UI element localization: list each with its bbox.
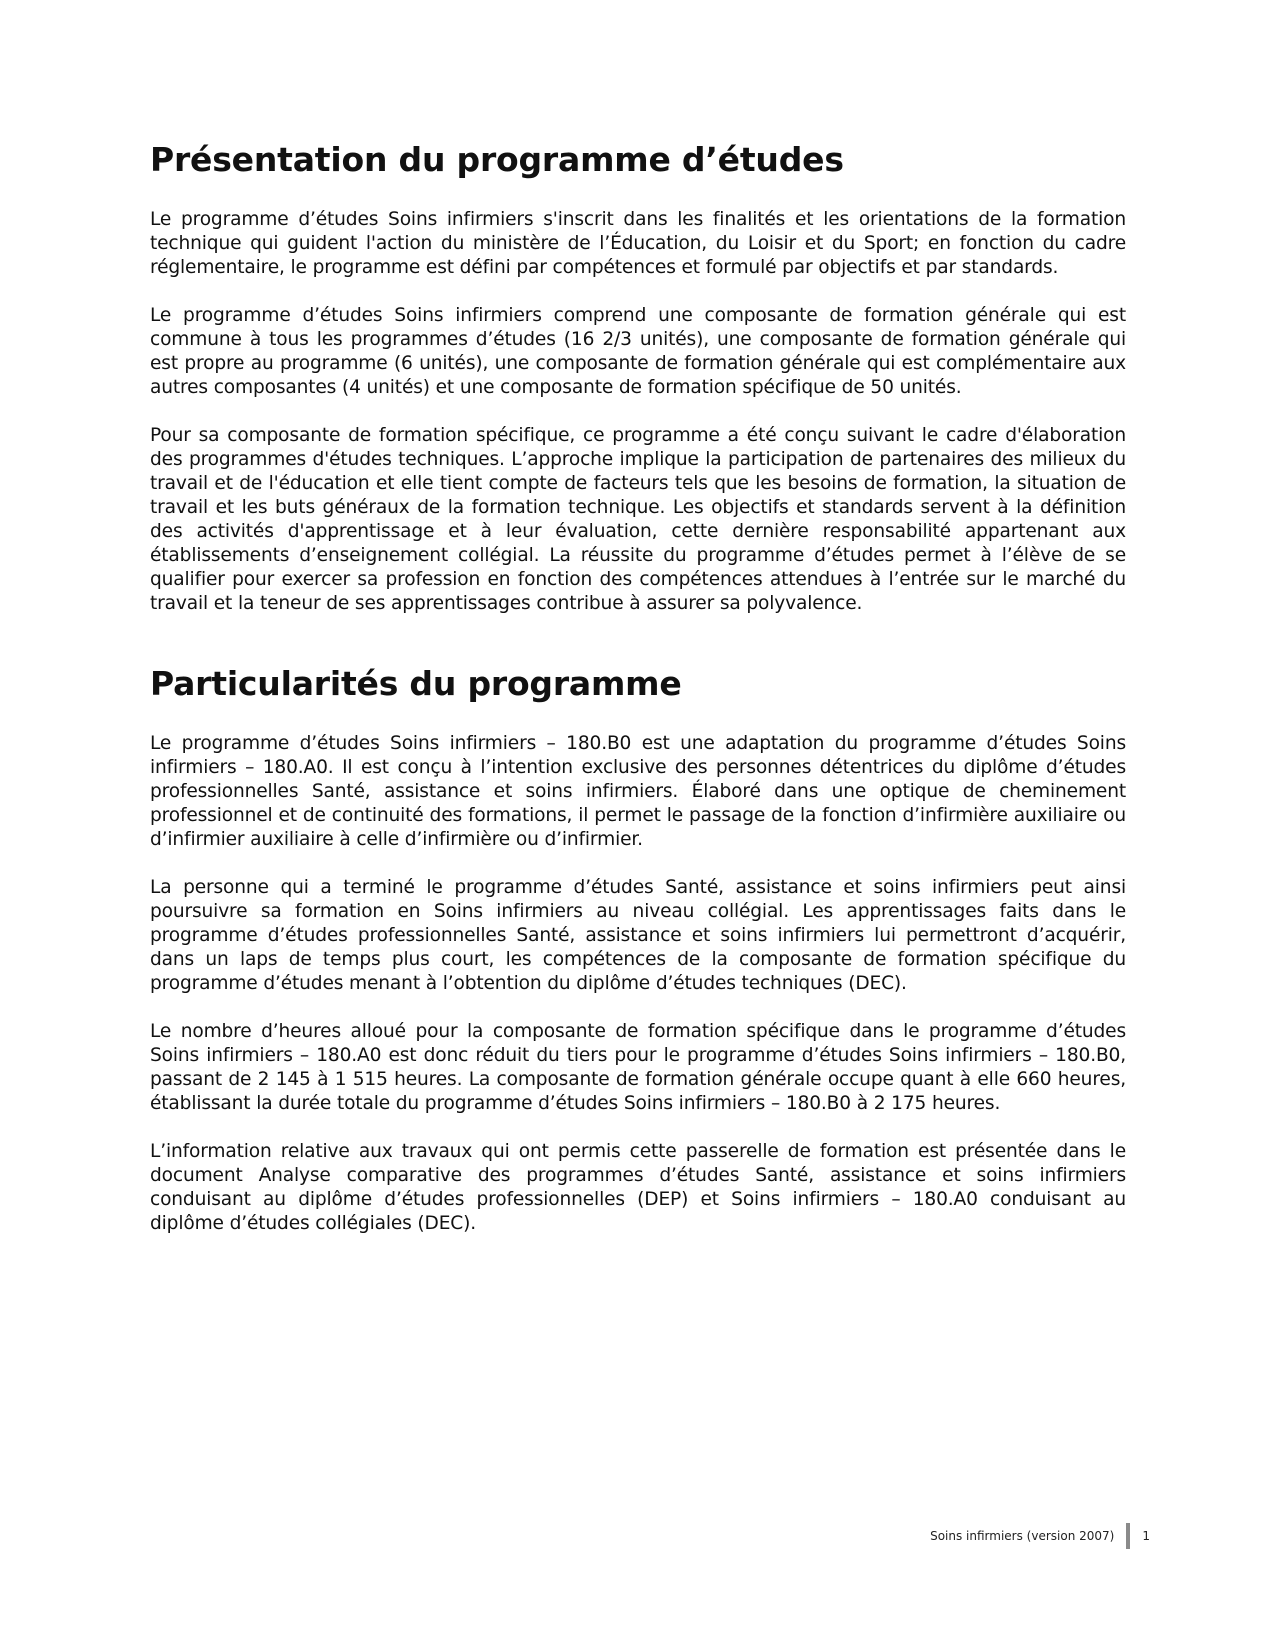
paragraph: Le nombre d’heures alloué pour la composante de formation spécifique dans le programme d’études Soins infirmiers – 180.A0 est donc réduit du tiers pour le programme d’études Soins infirmiers – 180.B0, passant de 2 145 à 1 515 heures. La composante de formation générale occupe quant à elle 660 heures, établissant la durée totale du programme d’études Soins infirmiers – 180.B0 à 2 175 heures. (150, 1021, 1126, 1114)
page-footer (930, 1522, 1150, 1550)
footer-document-title: Soins infirmiers (version 2007) (930, 1529, 1115, 1543)
paragraph: Le programme d’études Soins infirmiers comprend une composante de formation générale qui est commune à tous les programmes d’études (16 2/3 unités), une composante de formation générale qui est propre au programme (6 unités), une composante de formation générale qui est complémentaire aux autres composantes (4 unités) et une composante de formation spécifique de 50 unités. (150, 305, 1126, 398)
paragraph: Pour sa composante de formation spécifique, ce programme a été conçu suivant le cadre d'élaboration des programmes d'études techniques. L’approche implique la participation de partenaires des milieux du travail et de l'éducation et elle tient compte de facteurs tels que les besoins de formation, la situation de travail et les buts généraux de la formation technique. Les objectifs et standards servent à la définition des activités d'apprentissage et à leur évaluation, cette dernière responsabilité appartenant aux établissements d’enseignement collégial. La réussite du programme d’études permet à l’élève de se qualifier pour exercer sa profession en fonction des compétences attendues à l’entrée sur le marché du travail et la teneur de ses apprentissages contribue à assurer sa polyvalence. (150, 425, 1126, 614)
paragraph: L’information relative aux travaux qui ont permis cette passerelle de formation est présentée dans le document Analyse comparative des programmes d’études Santé, assistance et soins infirmiers conduisant au diplôme d’études professionnelles (DEP) et Soins infirmiers – 180.A0 conduisant au diplôme d’études collégiales (DEC). (150, 1141, 1126, 1234)
section-presentation (150, 140, 1126, 616)
section-heading-particularites: Particularités du programme (150, 664, 682, 703)
page-number: 1 (1142, 1529, 1150, 1543)
paragraph: Le programme d’études Soins infirmiers s'inscrit dans les finalités et les orientations de la formation technique qui guident l'action du ministère de l’Éducation, du Loisir et du Sport; en fonction du cadre réglementaire, le programme est défini par compétences et formulé par objectifs et par standards. (150, 209, 1126, 278)
document-page (150, 140, 1126, 1260)
paragraph: La personne qui a terminé le programme d’études Santé, assistance et soins infirmiers peut ainsi poursuivre sa formation en Soins infirmiers au niveau collégial. Les apprentissages faits dans le programme d’études professionnelles Santé, assistance et soins infirmiers lui permettront d’acquérir, dans un laps de temps plus court, les compétences de la composante de formation spécifique du programme d’études menant à l’obtention du diplôme d’études techniques (DEC). (150, 877, 1126, 994)
footer-divider (1126, 1523, 1130, 1549)
section-heading-presentation: Présentation du programme d’études (150, 140, 844, 179)
paragraph: Le programme d’études Soins infirmiers – 180.B0 est une adaptation du programme d’études Soins infirmiers – 180.A0. Il est conçu à l’intention exclusive des personnes détentrices du diplôme d’études professionnelles Santé, assistance et soins infirmiers. Élaboré dans une optique de cheminement professionnel et de continuité des formations, il permet le passage de la fonction d’infirmière auxiliaire ou d’infirmier auxiliaire à celle d’infirmière ou d’infirmier. (150, 733, 1126, 850)
section-particularites (150, 664, 1126, 1236)
